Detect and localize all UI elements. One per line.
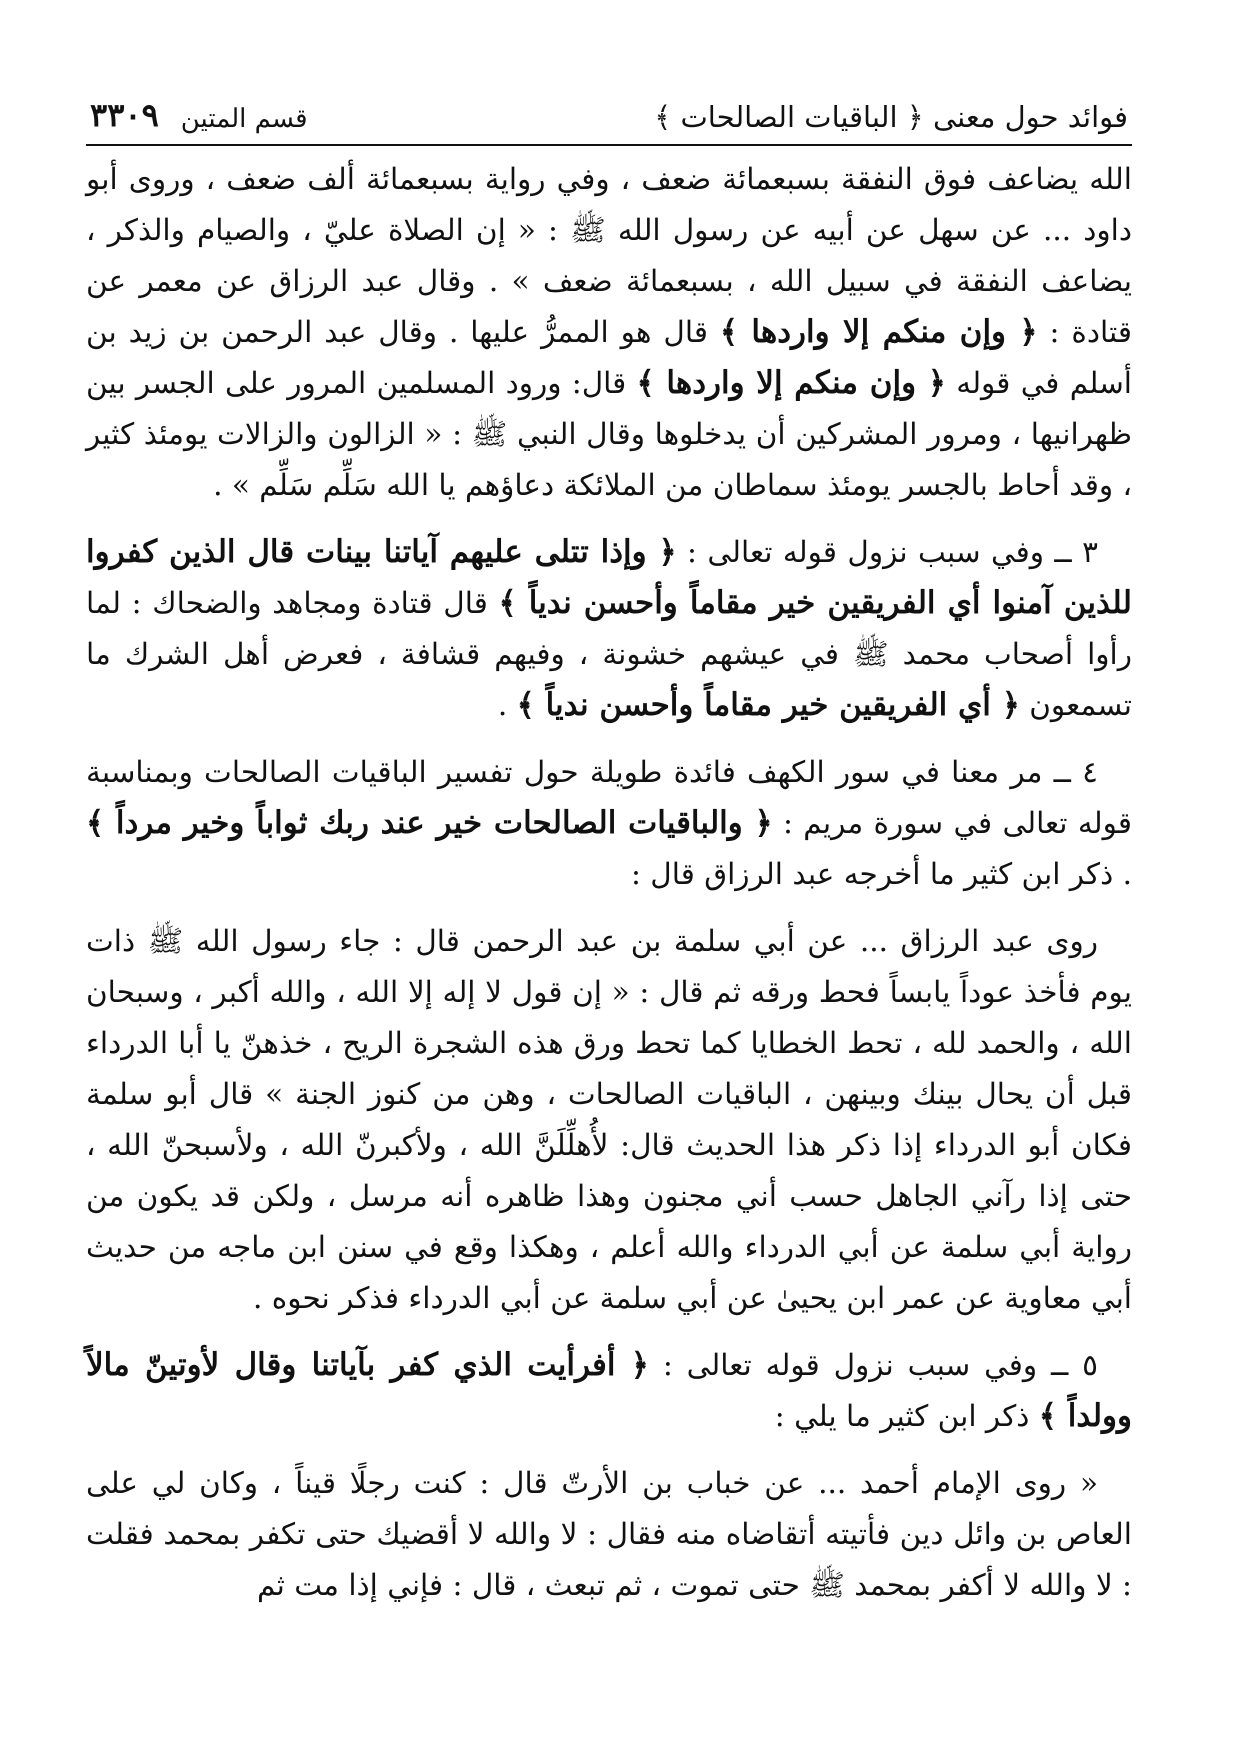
running-header — [86, 80, 1132, 134]
text-segment: قال قتادة ومجاهد والضحاك : لما رأوا أصحاب محمد ﷺ في عيشهم خشونة ، وفيهم قشافة ، فعرض أهل الشرك ما تسمعون — [86, 586, 1132, 722]
quran-verse: ﴿ والباقيات الصالحات خير عند ربك ثواباً وخير مرداً ﴾ — [86, 805, 773, 841]
paragraph-hadith-ahmad — [86, 1458, 1132, 1611]
header-section-name: قسم المتين — [180, 104, 308, 134]
paragraph-hadith-abdulrazzaq — [86, 916, 1132, 1324]
text-segment: قال هو الممرُّ عليها . وقال عبد الرحمن بن زيد بن أسلم في قوله — [86, 315, 1133, 400]
paragraph-item-3 — [86, 527, 1132, 731]
quran-verse: ﴿ وإن منكم إلا واردها ﴾ — [719, 314, 1038, 350]
paragraph-item-5 — [86, 1340, 1132, 1442]
text-segment: الله يضاعف فوق النفقة بسبعمائة ضعف ، وفي رواية بسبعمائة ألف ضعف ، وروى أبو داود ... عن سهل عن أبيه عن رسول الله ﷺ : « إن الصلاة عليّ ، والصيام والذكر ، يضاعف النفقة في سبيل الله ، بسبعمائة ضعف » . وقال عبد الرزاق عن معمر عن قتادة : — [86, 162, 1132, 349]
text-segment: . — [497, 688, 517, 722]
text-segment: ٤ ــ مر معنا في سور الكهف فائدة طويلة حول تفسير الباقيات الصالحات وبمناسبة قوله تعالى في سورة مريم : — [86, 755, 1132, 840]
text-segment: ٣ ــ وفي سبب نزول قوله تعالى : — [676, 535, 1098, 569]
header-left-group — [90, 96, 308, 134]
quran-verse: ﴿ أفرأيت الذي كفر بآياتنا وقال لأوتينّ مالاً وولداً ﴾ — [86, 1347, 1132, 1434]
text-segment: « روى الإمام أحمد ... عن خباب بن الأرتّ قال : كنت رجلًا قيناً ، وكان لي على العاص بن وائل دين فأتيته أتقاضاه منه فقال : لا والله لا أقضيك حتى تكفر بمحمد فقلت : لا والله لا أكفر بمحمد ﷺ حتى تموت ، ثم تبعث ، قال : فإني إذا مت ثم — [86, 1466, 1132, 1602]
text-segment: . ذكر ابن كثير ما أخرجه عبد الرزاق قال : — [630, 857, 1132, 891]
page-body — [86, 154, 1132, 1611]
text-segment: قال: ورود المسلمين المرور على الجسر بين ظهرانيها ، ومرور المشركين أن يدخلوها وقال النبي ﷺ : « الزالون والزالات يومئذ كثير ، وقد أحاط بالجسر يومئذ سماطان من الملائكة دعاؤهم يا الله سَلِّم سَلِّم » . — [86, 366, 1132, 502]
quran-verse: ﴿ وإذا تتلى عليهم آياتنا بينات قال الذين كفروا للذين آمنوا أي الفريقين خير مقاماً وأحسن ندياً ﴾ — [86, 534, 1132, 621]
quran-verse: ﴿ أي الفريقين خير مقاماً وأحسن ندياً ﴾ — [516, 687, 1020, 723]
quran-verse: ﴿ وإن منكم إلا واردها ﴾ — [636, 365, 946, 401]
paragraph-continuation — [86, 154, 1132, 511]
book-page — [86, 80, 1132, 1720]
text-segment: ٥ ــ وفي سبب نزول قوله تعالى : — [648, 1348, 1098, 1382]
header-title: فوائد حول معنى ﴿ الباقيات الصالحات ﴾ — [654, 100, 1128, 134]
header-divider — [86, 144, 1132, 146]
page-number: ٣٣٠٩ — [90, 96, 159, 134]
text-segment: روى عبد الرزاق ... عن أبي سلمة بن عبد الرحمن قال : جاء رسول الله ﷺ ذات يوم فأخذ عوداً يابساً فحط ورقه ثم قال : « إن قول لا إله إلا الله ، والله أكبر ، وسبحان الله ، والحمد لله ، تحط الخطايا كما تحط ورق هذه الشجرة الريح ، خذهنّ يا أبا الدرداء قبل أن يحال بينك وبينهن ، الباقيات الصالحات ، وهن من كنوز الجنة » قال أبو سلمة فكان أبو الدرداء إذا ذكر هذا الحديث قال: لأُهلِّلَنَّ الله ، ولأكبرنّ الله ، ولأسبحنّ الله ، حتى إذا رآني الجاهل حسب أني مجنون وهذا ظاهره أنه مرسل ، ولكن قد يكون من رواية أبي سلمة عن أبي الدرداء والله أعلم ، وهكذا وقع في سنن ابن ماجه من حديث أبي معاوية عن عمر ابن يحيىٰ عن أبي سلمة عن أبي الدرداء فذكر نحوه . — [86, 924, 1132, 1315]
text-segment: ذكر ابن كثير ما يلي : — [774, 1399, 1039, 1433]
paragraph-item-4 — [86, 747, 1132, 900]
